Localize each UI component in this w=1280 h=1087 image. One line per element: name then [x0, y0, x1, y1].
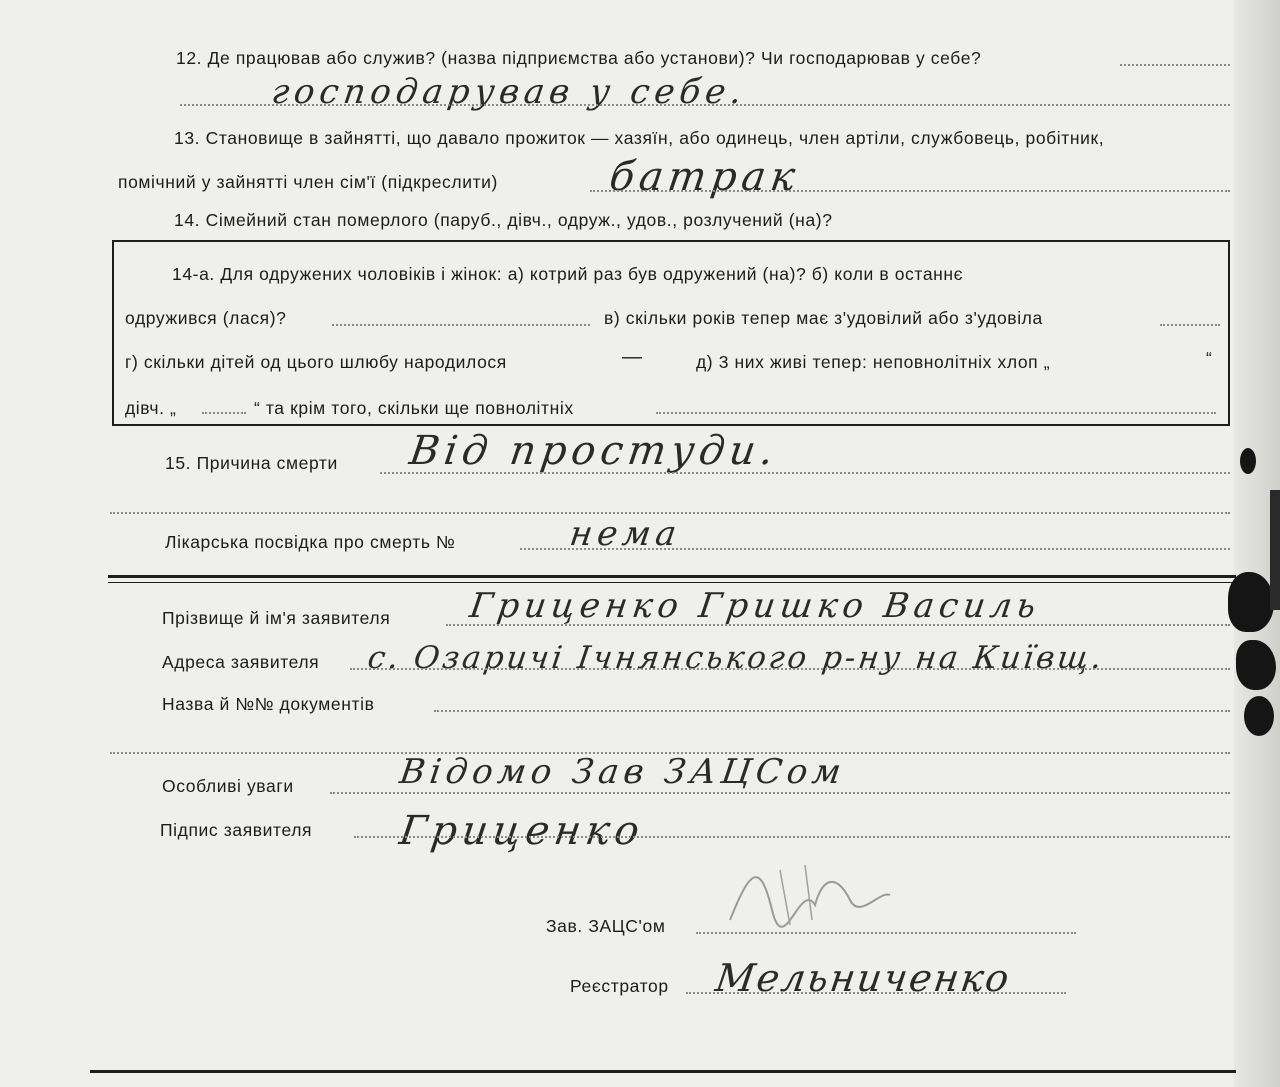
q14-label: 14. Сімейний стан померлого (паруб., дівч., одруж., удов., розлучений (на)? — [174, 210, 833, 230]
medical-answer-line — [520, 548, 1230, 550]
ink-blot — [1244, 696, 1274, 736]
ink-blot — [1228, 572, 1274, 632]
notes-value: Відомо Зав ЗАЦСом — [397, 752, 849, 792]
head-signature — [720, 850, 900, 940]
registrar-label: Реєстратор — [570, 976, 669, 996]
registrar-signature: Мельниченко — [712, 956, 1014, 1000]
q12-answer-line — [180, 104, 1230, 106]
applicant-signature-line — [354, 836, 1230, 838]
applicant-address-value: с. Озаричі Ічнянського р-ну на Київщ. — [365, 640, 1107, 676]
applicant-name-value: Гриценко Гришко Василь — [467, 586, 1044, 626]
q15-label: 15. Причина смерти — [165, 453, 338, 473]
notes-line — [330, 792, 1230, 794]
medical-label: Лікарська посвідка про смерть № — [165, 532, 456, 552]
q13-label-line1: 13. Становище в зайнятті, що давало прожиток — хазяїн, або одинець, член артіли, службовець, робітник, — [174, 128, 1105, 148]
q14a-line4-end: “ та крім того, скільки ще повнолітніх — [254, 398, 574, 418]
applicant-docs-line — [434, 710, 1230, 712]
ink-blot — [1236, 640, 1276, 690]
applicant-address-label: Адреса заявителя — [162, 652, 320, 672]
q15-answer: Від простуди. — [406, 428, 782, 474]
q14a-line3-quote: “ — [1206, 348, 1213, 368]
q14a-line2-start: одружився (лася)? — [125, 308, 287, 328]
q14a-children-dash: — — [622, 346, 643, 368]
q14a-widowed-dots — [1160, 324, 1220, 326]
head-label: Зав. ЗАЦС'ом — [546, 916, 666, 936]
q14a-line3-middle: д) 3 них живі тепер: неповнолітніх хлоп „ — [696, 352, 1051, 372]
ink-blot — [1240, 448, 1256, 474]
q14a-girls-dots — [202, 412, 246, 414]
q14a-married-dots — [332, 324, 590, 326]
q12-dotted-line — [1120, 64, 1230, 66]
applicant-name-line — [446, 624, 1230, 626]
applicant-name-label: Прізвище й ім'я заявителя — [162, 608, 391, 628]
applicant-signature: Гриценко — [396, 808, 647, 854]
notes-label: Особливі уваги — [162, 776, 294, 796]
q14a-line4-start: дівч. „ — [125, 398, 177, 418]
q14a-line3-start: г) скільки дітей од цього шлюбу народилося — [125, 352, 507, 372]
bottom-rule — [90, 1070, 1236, 1073]
q13-label-line2: помічний у зайнятті член сім'ї (підкреслити) — [118, 172, 498, 192]
q13-answer: батрак — [606, 154, 803, 200]
q14a-line1: 14-а. Для одружених чоловіків і жінок: а) котрий раз був одружений (на)? б) коли в останнє — [172, 264, 964, 284]
q15-answer-line — [380, 472, 1230, 474]
q14a-adults-dots — [656, 412, 1216, 414]
q14a-line2-end: в) скільки років тепер має з'удовілий або з'удовіла — [604, 308, 1043, 328]
applicant-docs-label: Назва й №№ документів — [162, 694, 375, 714]
q13-answer-line — [590, 190, 1230, 192]
section-divider-top — [108, 575, 1236, 578]
applicant-signature-label: Підпис заявителя — [160, 820, 313, 840]
section-divider-bottom — [108, 582, 1236, 583]
q12-answer: господарував у себе. — [269, 72, 750, 112]
q12-label: 12. Де працював або служив? (назва підприємства або установи)? Чи господарював у себе? — [176, 48, 982, 68]
medical-answer: нема — [567, 514, 684, 554]
applicant-address-line — [350, 668, 1230, 670]
page-edge-mark — [1270, 490, 1280, 610]
registrar-signature-line — [686, 992, 1066, 994]
